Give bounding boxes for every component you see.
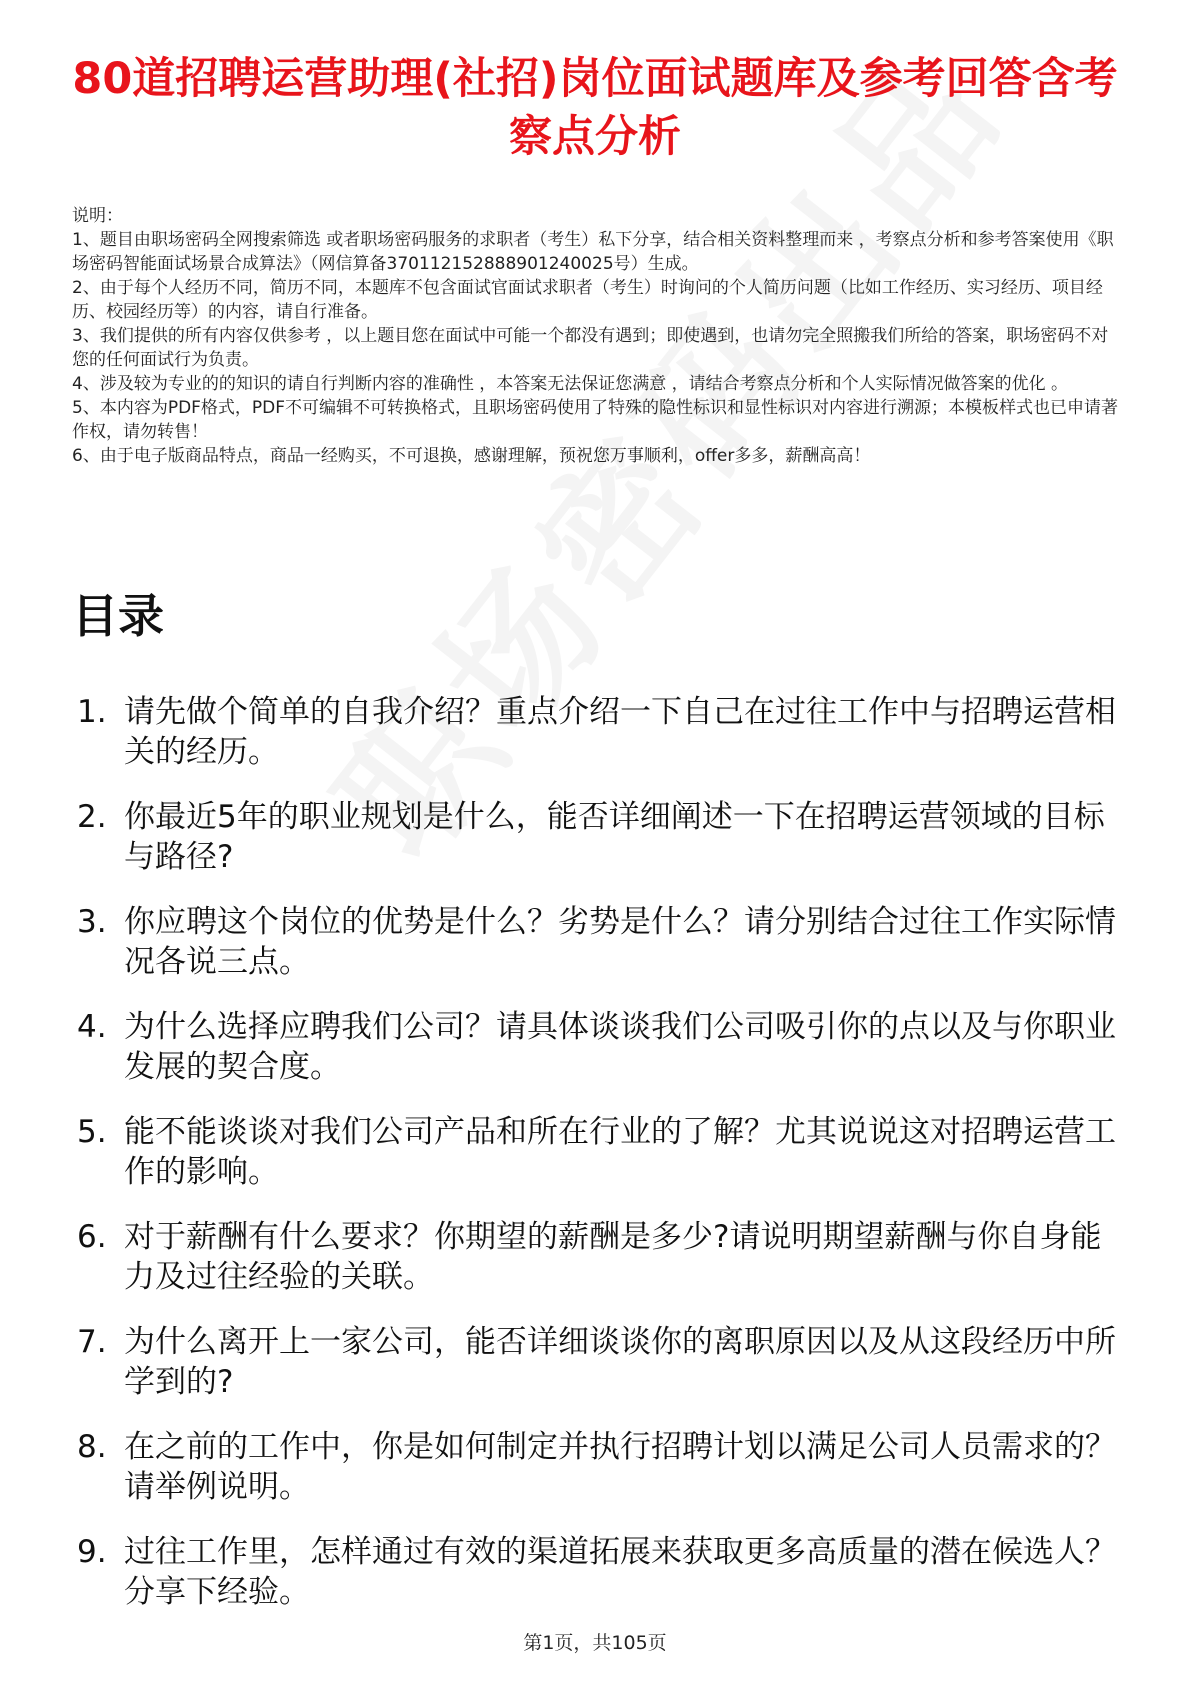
- toc-item-number: 7.: [77, 1324, 107, 1360]
- toc-item[interactable]: [72, 1322, 1132, 1402]
- note-item: 2、由于每个人经历不同，简历不同，本题库不包含面试官面试求职者（考生）时询问的个人简历问题（比如工作经历、实习经历、项目经历、校园经历等）的内容，请自行准备。: [72, 278, 1103, 322]
- note-item: 3、我们提供的所有内容仅供参考 ，以上题目您在面试中可能一个都没有遇到；即使遇到，也请勿完全照搬我们所给的答案，职场密码不对您的任何面试行为负责。: [72, 326, 1109, 370]
- note-item: 6、由于电子版商品特点，商品一经购买，不可退换，感谢理解，预祝您万事顺利，offer多多，薪酬高高！: [72, 446, 871, 466]
- toc-item[interactable]: [72, 1007, 1132, 1087]
- note-item: 4、涉及较为专业的的知识的请自行判断内容的准确性 ，本答案无法保证您满意 ，请结合考察点分析和个人实际情况做答案的优化 。: [72, 374, 1069, 394]
- toc-item-number: 5.: [77, 1114, 107, 1150]
- notes-heading: 说明：: [72, 206, 123, 226]
- toc-item-text: 在之前的工作中，你是如何制定并执行招聘计划以满足公司人员需求的？请举例说明。: [124, 1429, 1116, 1505]
- toc-item-number: 3.: [77, 904, 107, 940]
- page-footer: 第1页，共105页: [523, 1632, 667, 1654]
- toc-item[interactable]: [72, 1532, 1132, 1612]
- toc-item-text: 为什么离开上一家公司，能否详细谈谈你的离职原因以及从这段经历中所学到的?: [124, 1324, 1116, 1400]
- toc-item[interactable]: [72, 692, 1132, 772]
- toc-item[interactable]: [72, 797, 1132, 877]
- toc-item-text: 为什么选择应聘我们公司？请具体谈谈我们公司吸引你的点以及与你职业发展的契合度。: [124, 1009, 1116, 1085]
- toc-item[interactable]: [72, 1217, 1132, 1297]
- toc-heading: 目录: [72, 589, 164, 643]
- toc-item-text: 对于薪酬有什么要求？你期望的薪酬是多少?请说明期望薪酬与你自身能力及过往经验的关联。: [124, 1219, 1102, 1295]
- toc-item-number: 6.: [77, 1219, 107, 1255]
- toc-item-number: 2.: [77, 799, 107, 835]
- toc-item-text: 过往工作里，怎样通过有效的渠道拓展来获取更多高质量的潜在候选人？分享下经验。: [124, 1534, 1116, 1610]
- toc-list: [72, 692, 1132, 1637]
- toc-item-number: 8.: [77, 1429, 107, 1465]
- toc-item[interactable]: [72, 1427, 1132, 1507]
- toc-item-text: 请先做个简单的自我介绍？重点介绍一下自己在过往工作中与招聘运营相关的经历。: [124, 694, 1116, 770]
- notes-section: [72, 204, 1122, 468]
- note-item: 5、本内容为PDF格式，PDF不可编辑不可转换格式，且职场密码使用了特殊的隐性标识和显性标识对内容进行溯源；本模板样式也已申请著作权，请勿转售！: [72, 398, 1119, 442]
- toc-item-text: 能不能谈谈对我们公司产品和所在行业的了解？尤其说说这对招聘运营工作的影响。: [124, 1114, 1116, 1190]
- toc-item-text: 你应聘这个岗位的优势是什么？劣势是什么？请分别结合过往工作实际情况各说三点。: [124, 904, 1116, 980]
- toc-item[interactable]: [72, 1112, 1132, 1192]
- toc-item-number: 1.: [77, 694, 107, 730]
- toc-item[interactable]: [72, 902, 1132, 982]
- document-title: 80道招聘运营助理(社招)岗位面试题库及参考回答含考察点分析: [72, 54, 1118, 162]
- toc-item-text: 你最近5年的职业规划是什么，能否详细阐述一下在招聘运营领域的目标与路径?: [124, 799, 1105, 875]
- toc-item-number: 4.: [77, 1009, 107, 1045]
- toc-item-number: 9.: [77, 1534, 107, 1570]
- note-item: 1、题目由职场密码全网搜索筛选 或者职场密码服务的求职者（考生）私下分享，结合相关资料整理而来 ，考察点分析和参考答案使用《职场密码智能面试场景合成算法》（网信算备370112152888901240025号）生成。: [72, 230, 1114, 274]
